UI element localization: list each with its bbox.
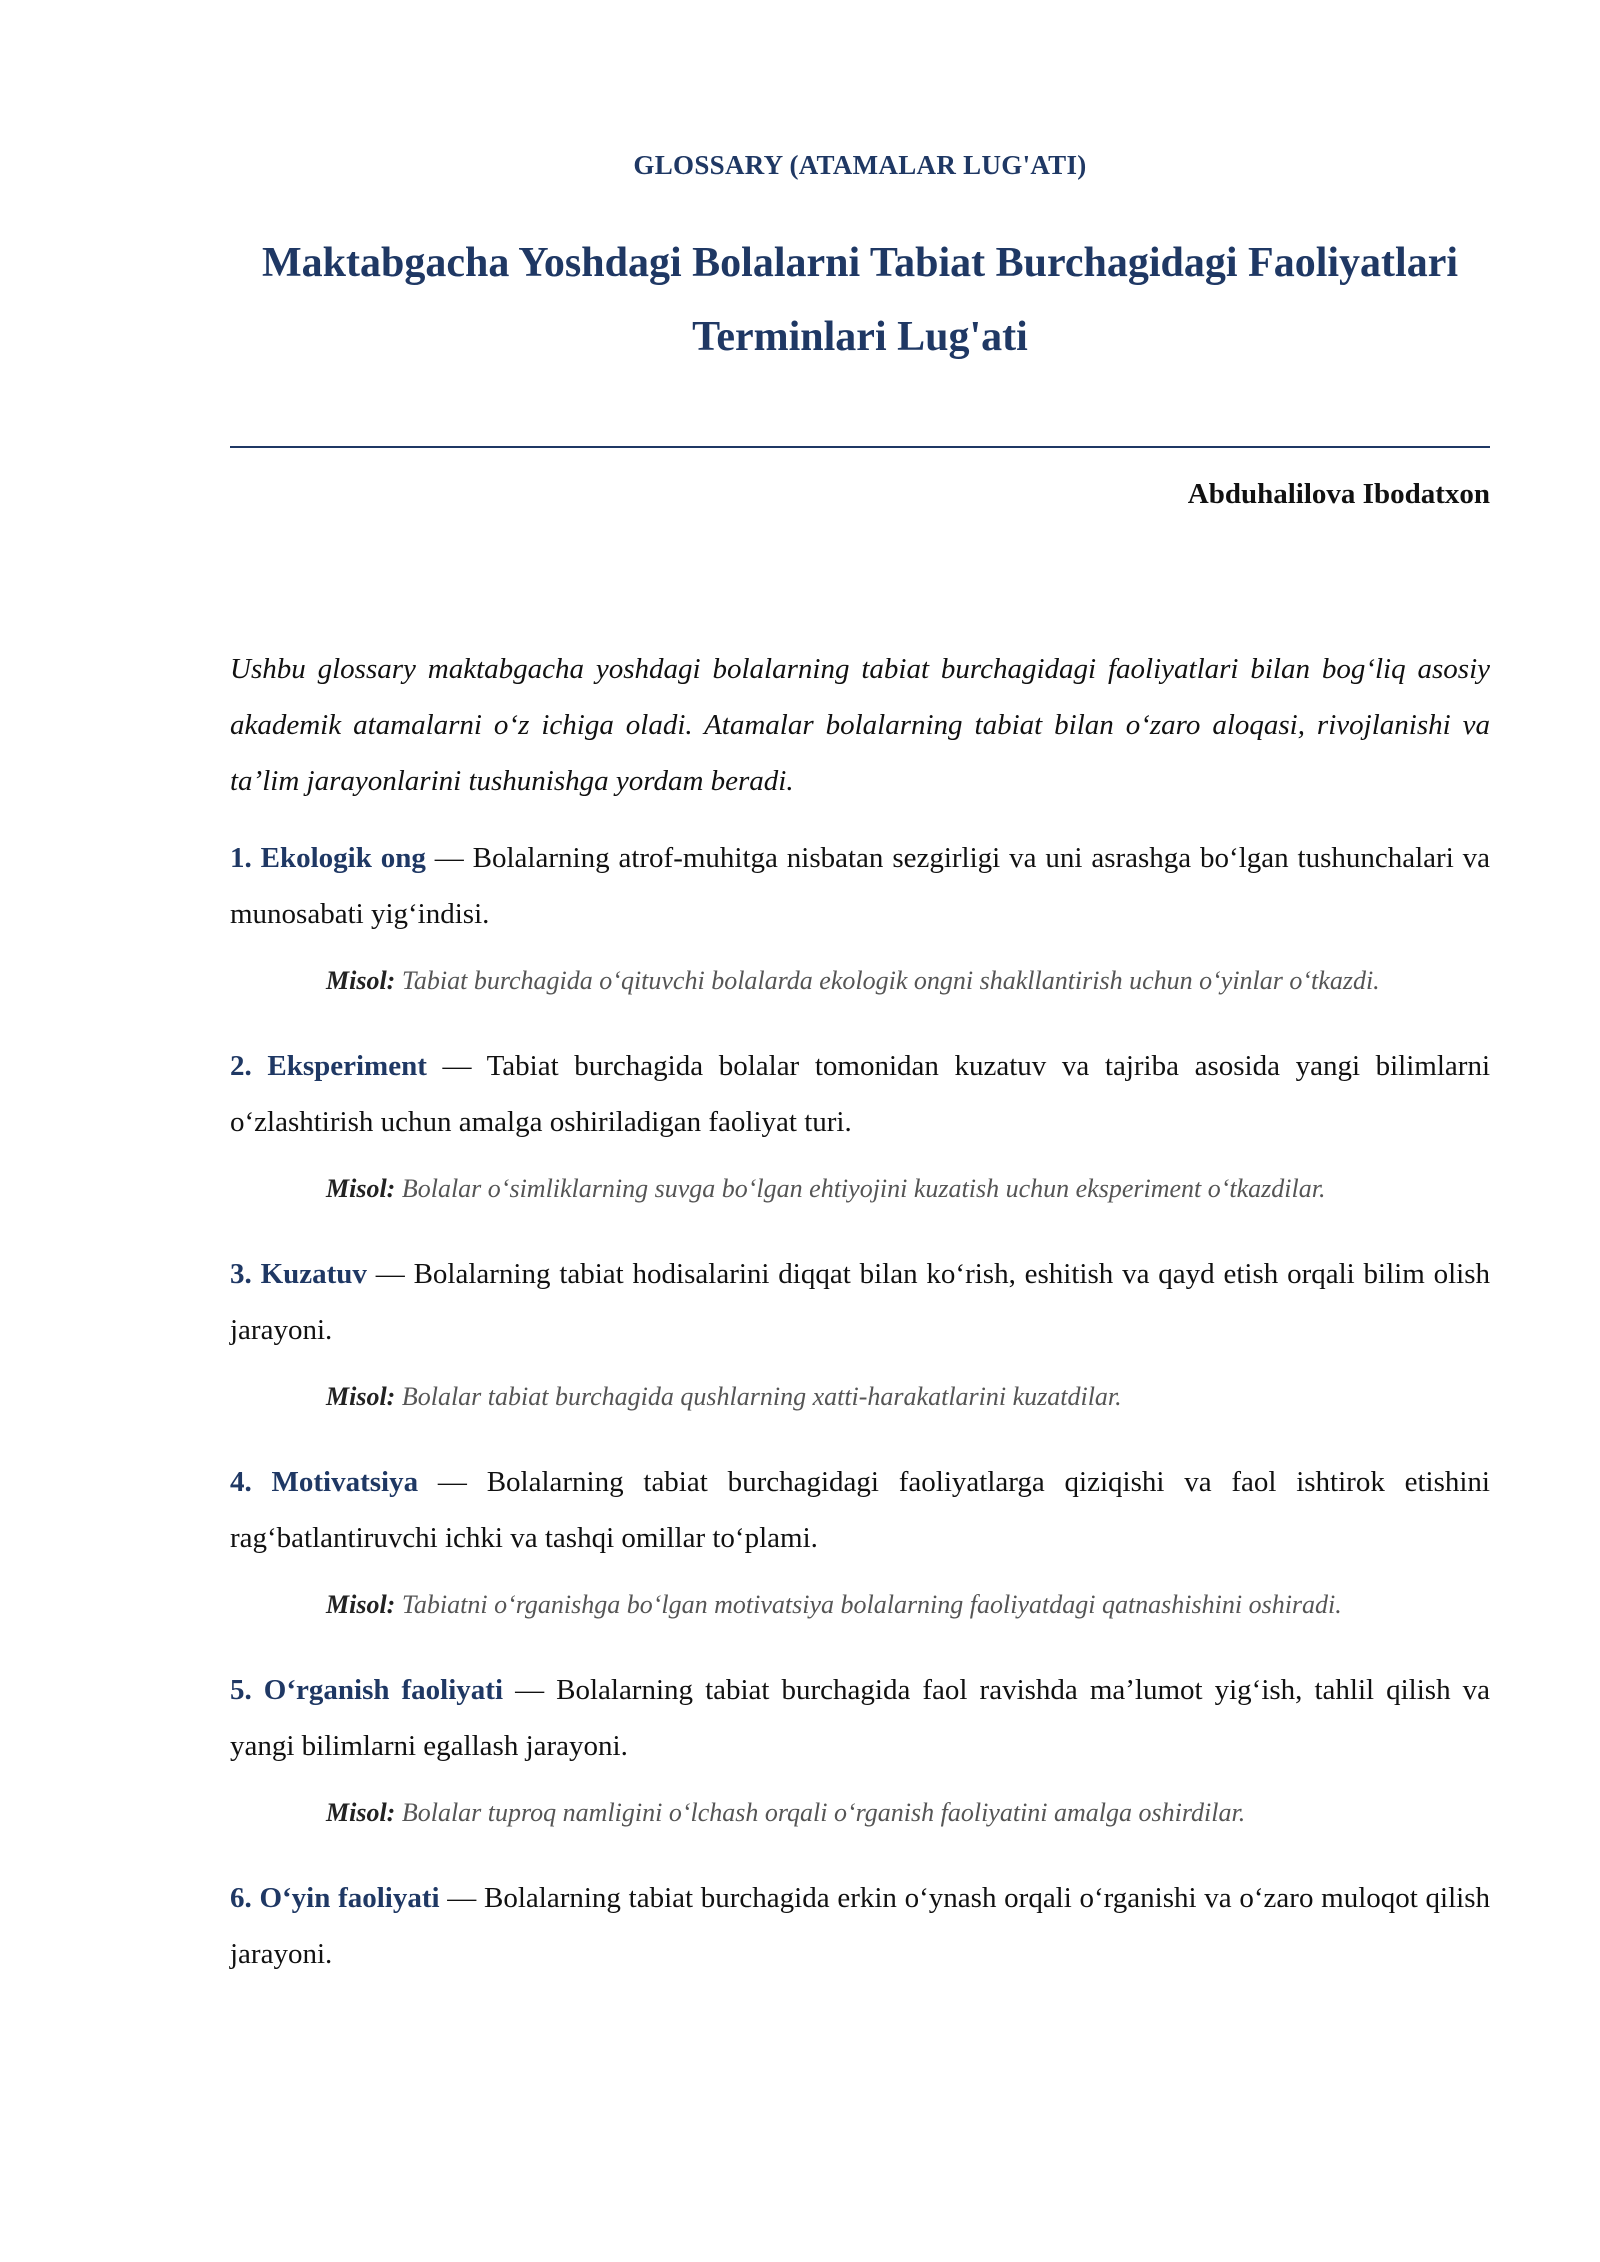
entry-definition: Bolalarning tabiat hodisalarini diqqat bilan ko‘rish, eshitish va qayd etish orqali bilim olish jarayoni. — [230, 1258, 1491, 1346]
glossary-entry — [230, 1038, 1490, 1214]
term-separator: — — [434, 842, 464, 874]
entry-definition: Bolalarning tabiat burchagida faol ravishda ma’lumot yig‘ish, tahlil qilish va yangi bilimlarni egallash jarayoni. — [230, 1674, 1491, 1762]
author-name: Abduhalilova Ibodatxon — [1187, 478, 1490, 510]
entry-term: 2. Eksperiment — [230, 1050, 427, 1082]
example-label: Misol: — [326, 1590, 396, 1619]
entry-term: 5. O‘rganish faoliyati — [230, 1674, 504, 1706]
intro-paragraph: Ushbu glossary maktabgacha yoshdagi bolalarning tabiat burchagidagi faoliyatlari bilan bog‘liq asosiy akademik atamalarni o‘z ichiga oladi. Atamalar bolalarning tabiat bilan o‘zaro aloqasi, rivojlanishi va ta’lim jarayonlarini tushunishga yordam beradi. — [230, 653, 1490, 797]
entry-example — [326, 1580, 1490, 1630]
term-separator: — — [515, 1674, 545, 1706]
glossary-entry — [230, 830, 1490, 1006]
example-label: Misol: — [326, 966, 396, 995]
document-title — [230, 226, 1490, 374]
example-text: Bolalar o‘simliklarning suvga bo‘lgan ehtiyojini kuzatish uchun eksperiment o‘tkazdilar. — [401, 1174, 1326, 1203]
entry-definition-line — [230, 830, 1490, 942]
term-separator: — — [442, 1050, 472, 1082]
example-label: Misol: — [326, 1382, 396, 1411]
entry-example — [326, 1372, 1490, 1422]
example-text: Tabiat burchagida o‘qituvchi bolalarda ekologik ongni shakllantirish uchun o‘yinlar o‘tkazdi. — [401, 966, 1380, 995]
entry-definition-line — [230, 1662, 1490, 1774]
title-divider — [230, 446, 1490, 448]
entry-example — [326, 1164, 1490, 1214]
entry-definition: Tabiat burchagida bolalar tomonidan kuzatuv va tajriba asosida yangi bilimlarni o‘zlashtirish uchun amalga oshiriladigan faoliyat turi. — [230, 1050, 1490, 1138]
glossary-kicker: GLOSSARY (ATAMALAR LUG'ATI) — [633, 150, 1087, 180]
glossary-entry — [230, 1870, 1490, 1982]
term-separator: — — [375, 1258, 405, 1290]
glossary-entry — [230, 1246, 1490, 1422]
entry-definition-line — [230, 1246, 1490, 1358]
example-label: Misol: — [326, 1798, 396, 1827]
example-text: Tabiatni o‘rganishga bo‘lgan motivatsiya bolalarning faoliyatdagi qatnashishini oshiradi. — [401, 1590, 1342, 1619]
example-text: Bolalar tuproq namligini o‘lchash orqali o‘rganish faoliyatini amalga oshirdilar. — [401, 1798, 1246, 1827]
glossary-entry — [230, 1454, 1490, 1630]
entry-definition-line — [230, 1454, 1490, 1566]
entry-definition-line — [230, 1870, 1490, 1982]
entry-example — [326, 1788, 1490, 1838]
example-label: Misol: — [326, 1174, 396, 1203]
example-text: Bolalar tabiat burchagida qushlarning xatti-harakatlarini kuzatdilar. — [401, 1382, 1122, 1411]
entry-definition: Bolalarning atrof-muhitga nisbatan sezgirligi va uni asrashga bo‘lgan tushunchalari va munosabati yig‘indisi. — [230, 842, 1491, 930]
entry-definition: Bolalarning tabiat burchagida erkin o‘ynash orqali o‘rganishi va o‘zaro muloqot qilish jarayoni. — [230, 1882, 1491, 1970]
entry-definition-line — [230, 1038, 1490, 1150]
entry-example — [326, 956, 1490, 1006]
term-separator: — — [437, 1466, 467, 1498]
title-line-2: Terminlari Lug'ati — [692, 314, 1028, 360]
entry-term: 3. Kuzatuv — [230, 1258, 367, 1290]
entry-term: 6. O‘yin faoliyati — [230, 1882, 440, 1914]
entry-term: 4. Motivatsiya — [230, 1466, 419, 1498]
glossary-entry — [230, 1662, 1490, 1838]
entry-definition: Bolalarning tabiat burchagidagi faoliyatlarga qiziqishi va faol ishtirok etishini rag‘batlantiruvchi ichki va tashqi omillar to‘plami. — [230, 1466, 1490, 1554]
glossary-entries — [230, 830, 1490, 2014]
term-separator: — — [447, 1882, 477, 1914]
entry-term: 1. Ekologik ong — [230, 842, 426, 874]
title-line-1: Maktabgacha Yoshdagi Bolalarni Tabiat Burchagidagi Faoliyatlari — [261, 240, 1459, 286]
